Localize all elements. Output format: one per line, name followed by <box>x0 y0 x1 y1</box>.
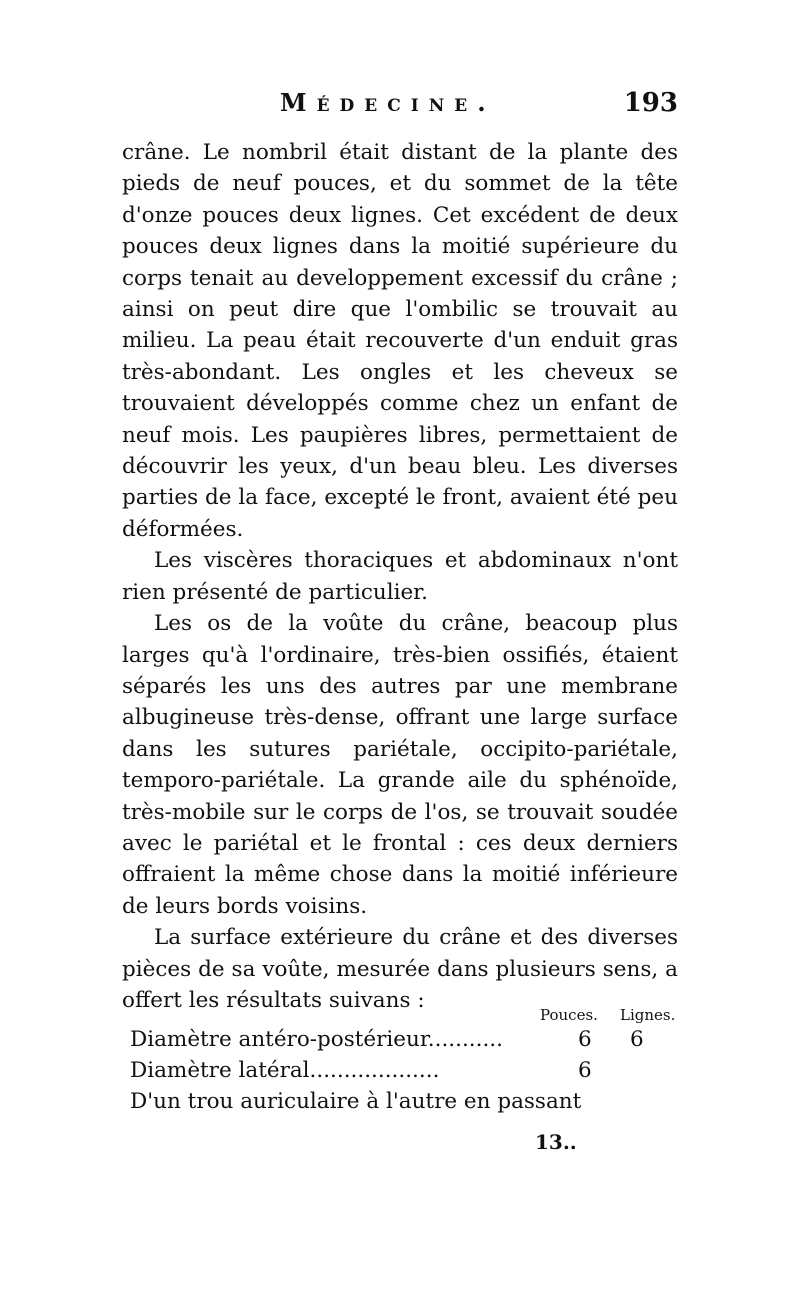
row-pouces: 6 <box>578 1058 592 1083</box>
paragraph: Les os de la voûte du crâne, beacoup plus larges qu'à l'ordinaire, très-bien ossifiés, étaient séparés les uns des autres par une membrane albugineuse très-dense, offrant une large surface dans les sutures pariétale, occipito-pariétale, temporo-pariétale. La grande aile du sphénoïde, très-mobile sur le corps de l'os, se trouvait soudée avec le pariétal et le frontal : ces deux derniers offraient la même chose dans la moitié inférieure de leurs bords voisins. <box>122 611 678 919</box>
table-row <box>130 1055 686 1086</box>
paragraph: La surface extérieure du crâne et des diverses pièces de sa voûte, mesurée dans plusieurs sens, a offert les résultats suivans : <box>122 925 678 1013</box>
row-label: Diamètre latéral................... <box>130 1058 440 1083</box>
paragraph: Les viscères thoraciques et abdominaux n'ont rien présenté de particulier. <box>122 548 678 605</box>
page-header <box>122 88 678 128</box>
measurement-table <box>130 1000 686 1117</box>
column-header-pouces: Pouces. <box>540 1006 598 1024</box>
table-row <box>130 1024 686 1055</box>
running-title: Médecine. <box>280 88 496 117</box>
row-lignes: 6 <box>630 1027 644 1052</box>
row-label: D'un trou auriculaire à l'autre en passant <box>130 1089 582 1114</box>
catchword: 13.. <box>535 1130 577 1154</box>
table-row <box>130 1086 686 1117</box>
paragraph: crâne. Le nombril était distant de la plante des pieds de neuf pouces, et du sommet de la tête d'onze pouces deux lignes. Cet excédent de deux pouces deux lignes dans la moitié supérieure du corps tenait au developpement excessif du crâne ; ainsi on peut dire que l'ombilic se trouvait au milieu. La peau était recouverte d'un enduit gras très-abondant. Les ongles et les cheveux se trouvaient développés comme chez un enfant de neuf mois. Les paupières libres, permettaient de découvrir les yeux, d'un beau bleu. Les diverses parties de la face, excepté le front, avaient été peu déformées. <box>122 140 678 542</box>
column-header-lignes: Lignes. <box>620 1006 676 1024</box>
body-text <box>122 137 678 1016</box>
row-label: Diamètre antéro-postérieur........... <box>130 1027 503 1052</box>
table-header <box>130 1000 686 1024</box>
page-number: 193 <box>623 88 678 118</box>
row-pouces: 6 <box>578 1027 592 1052</box>
